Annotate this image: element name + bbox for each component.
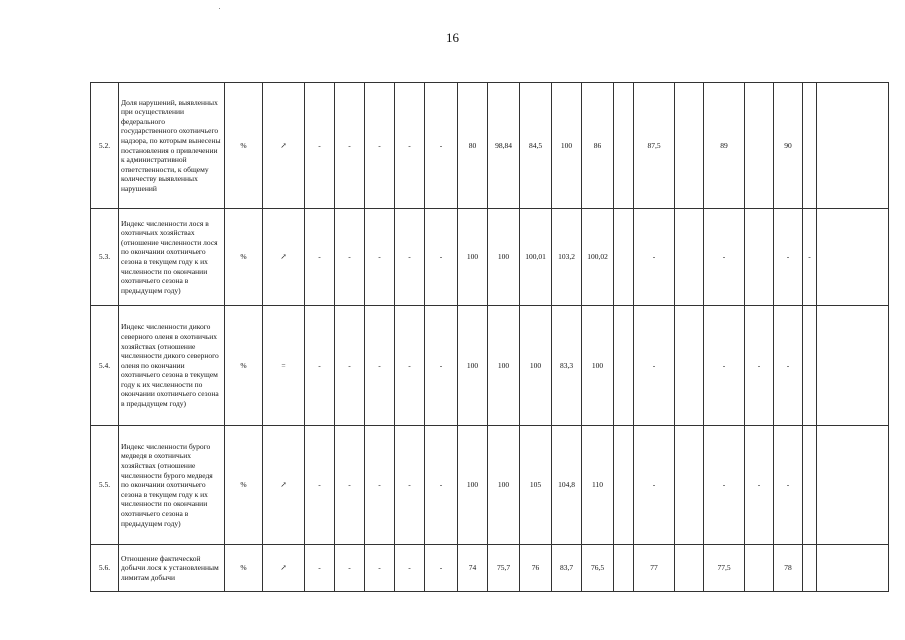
unit-cell: % xyxy=(225,545,263,592)
value-cell: - xyxy=(335,83,365,209)
value-cell: - xyxy=(305,83,335,209)
value-cell: 100 xyxy=(488,209,520,306)
value-cell: - xyxy=(395,306,425,426)
value-cell: - xyxy=(425,83,458,209)
value-cell xyxy=(745,83,774,209)
value-cell: 100,02 xyxy=(582,209,614,306)
value-cell: 90 xyxy=(774,83,803,209)
value-cell: - xyxy=(704,426,745,545)
value-cell: - xyxy=(745,426,774,545)
value-cell: - xyxy=(395,545,425,592)
value-cell: 100 xyxy=(458,306,488,426)
value-cell xyxy=(614,545,634,592)
value-cell xyxy=(745,209,774,306)
value-cell: - xyxy=(335,545,365,592)
value-cell: 104,8 xyxy=(552,426,582,545)
row-number: 5.6. xyxy=(91,545,119,592)
value-cell: - xyxy=(395,83,425,209)
value-cell: - xyxy=(305,545,335,592)
value-cell: - xyxy=(335,426,365,545)
value-cell xyxy=(817,209,889,306)
value-cell: - xyxy=(365,545,395,592)
unit-cell: % xyxy=(225,306,263,426)
page-number: 16 xyxy=(446,30,459,45)
indicator-name: Индекс численности дикого северного оленя в охотничьих хозяйствах (отношение численности дикого северного оленя по окончании охотничьего сезона в текущем году к их численности по окончании охотничьего сезона в предыдущем году) xyxy=(119,306,225,426)
value-cell: 86 xyxy=(582,83,614,209)
trend-cell: ↗ xyxy=(263,209,305,306)
indicators-table xyxy=(90,82,889,592)
value-cell: 76,5 xyxy=(582,545,614,592)
value-cell: 100 xyxy=(488,426,520,545)
value-cell: - xyxy=(305,426,335,545)
value-cell: - xyxy=(745,306,774,426)
value-cell: 100,01 xyxy=(520,209,552,306)
value-cell xyxy=(675,83,704,209)
table-row xyxy=(91,83,889,209)
value-cell xyxy=(817,426,889,545)
value-cell: 87,5 xyxy=(634,83,675,209)
value-cell: 76 xyxy=(520,545,552,592)
value-cell xyxy=(745,545,774,592)
indicator-name: Доля нарушений, выявленных при осуществлении федерального государственного охотничьего надзора, по которым вынесены постановления о привлечении к административной ответственности, к общему количеству выявленных нарушений xyxy=(119,83,225,209)
value-cell: - xyxy=(704,209,745,306)
indicator-name: Индекс численности лося в охотничьих хозяйствах (отношение численности лося по окончании охотничьего сезона в текущем году к их численности по окончании охотничьего сезона в предыдущем году) xyxy=(119,209,225,306)
value-cell: - xyxy=(425,426,458,545)
value-cell: - xyxy=(305,306,335,426)
unit-cell: % xyxy=(225,83,263,209)
trend-cell: ↗ xyxy=(263,426,305,545)
value-cell: 77 xyxy=(634,545,675,592)
unit-cell: % xyxy=(225,426,263,545)
value-cell xyxy=(614,426,634,545)
table-row xyxy=(91,426,889,545)
value-cell: - xyxy=(634,209,675,306)
value-cell: - xyxy=(335,209,365,306)
value-cell xyxy=(803,83,817,209)
value-cell: - xyxy=(305,209,335,306)
value-cell: - xyxy=(803,209,817,306)
value-cell xyxy=(817,306,889,426)
value-cell: - xyxy=(634,426,675,545)
value-cell: 89 xyxy=(704,83,745,209)
trend-cell: = xyxy=(263,306,305,426)
value-cell: - xyxy=(774,209,803,306)
value-cell: 74 xyxy=(458,545,488,592)
value-cell: 100 xyxy=(488,306,520,426)
value-cell: 110 xyxy=(582,426,614,545)
value-cell xyxy=(675,545,704,592)
value-cell: 100 xyxy=(458,209,488,306)
value-cell: 100 xyxy=(552,83,582,209)
value-cell xyxy=(803,545,817,592)
value-cell: - xyxy=(395,426,425,545)
row-number: 5.5. xyxy=(91,426,119,545)
value-cell: - xyxy=(774,426,803,545)
value-cell xyxy=(614,209,634,306)
table-row xyxy=(91,545,889,592)
unit-cell: % xyxy=(225,209,263,306)
value-cell: 98,84 xyxy=(488,83,520,209)
value-cell: 100 xyxy=(458,426,488,545)
value-cell xyxy=(817,83,889,209)
trend-cell: ↗ xyxy=(263,83,305,209)
value-cell xyxy=(803,426,817,545)
value-cell: - xyxy=(365,306,395,426)
value-cell: 100 xyxy=(582,306,614,426)
value-cell: - xyxy=(704,306,745,426)
value-cell: 83,3 xyxy=(552,306,582,426)
value-cell: - xyxy=(365,209,395,306)
table-row xyxy=(91,306,889,426)
value-cell xyxy=(614,306,634,426)
value-cell xyxy=(803,306,817,426)
value-cell: - xyxy=(365,426,395,545)
trend-cell: ↗ xyxy=(263,545,305,592)
value-cell xyxy=(817,545,889,592)
value-cell: 80 xyxy=(458,83,488,209)
value-cell: - xyxy=(634,306,675,426)
value-cell: - xyxy=(395,209,425,306)
value-cell: - xyxy=(425,545,458,592)
table-row xyxy=(91,209,889,306)
row-number: 5.3. xyxy=(91,209,119,306)
value-cell xyxy=(675,426,704,545)
value-cell: - xyxy=(425,306,458,426)
value-cell: - xyxy=(365,83,395,209)
value-cell: 105 xyxy=(520,426,552,545)
value-cell: 75,7 xyxy=(488,545,520,592)
value-cell: 100 xyxy=(520,306,552,426)
value-cell: - xyxy=(425,209,458,306)
row-number: 5.2. xyxy=(91,83,119,209)
indicator-name: Индекс численности бурого медведя в охотничьих хозяйствах (отношение численности бурого медведя по окончании охотничьего сезона в текущем году к их численности по окончании охотничьего сезона в предыдущем году) xyxy=(119,426,225,545)
value-cell: 78 xyxy=(774,545,803,592)
value-cell: 83,7 xyxy=(552,545,582,592)
value-cell: 84,5 xyxy=(520,83,552,209)
scan-speck xyxy=(219,8,220,9)
value-cell: - xyxy=(774,306,803,426)
value-cell: 77,5 xyxy=(704,545,745,592)
row-number: 5.4. xyxy=(91,306,119,426)
value-cell: 103,2 xyxy=(552,209,582,306)
value-cell: - xyxy=(335,306,365,426)
indicator-name: Отношение фактической добычи лося к установленным лимитам добычи xyxy=(119,545,225,592)
value-cell xyxy=(675,209,704,306)
value-cell xyxy=(675,306,704,426)
value-cell xyxy=(614,83,634,209)
